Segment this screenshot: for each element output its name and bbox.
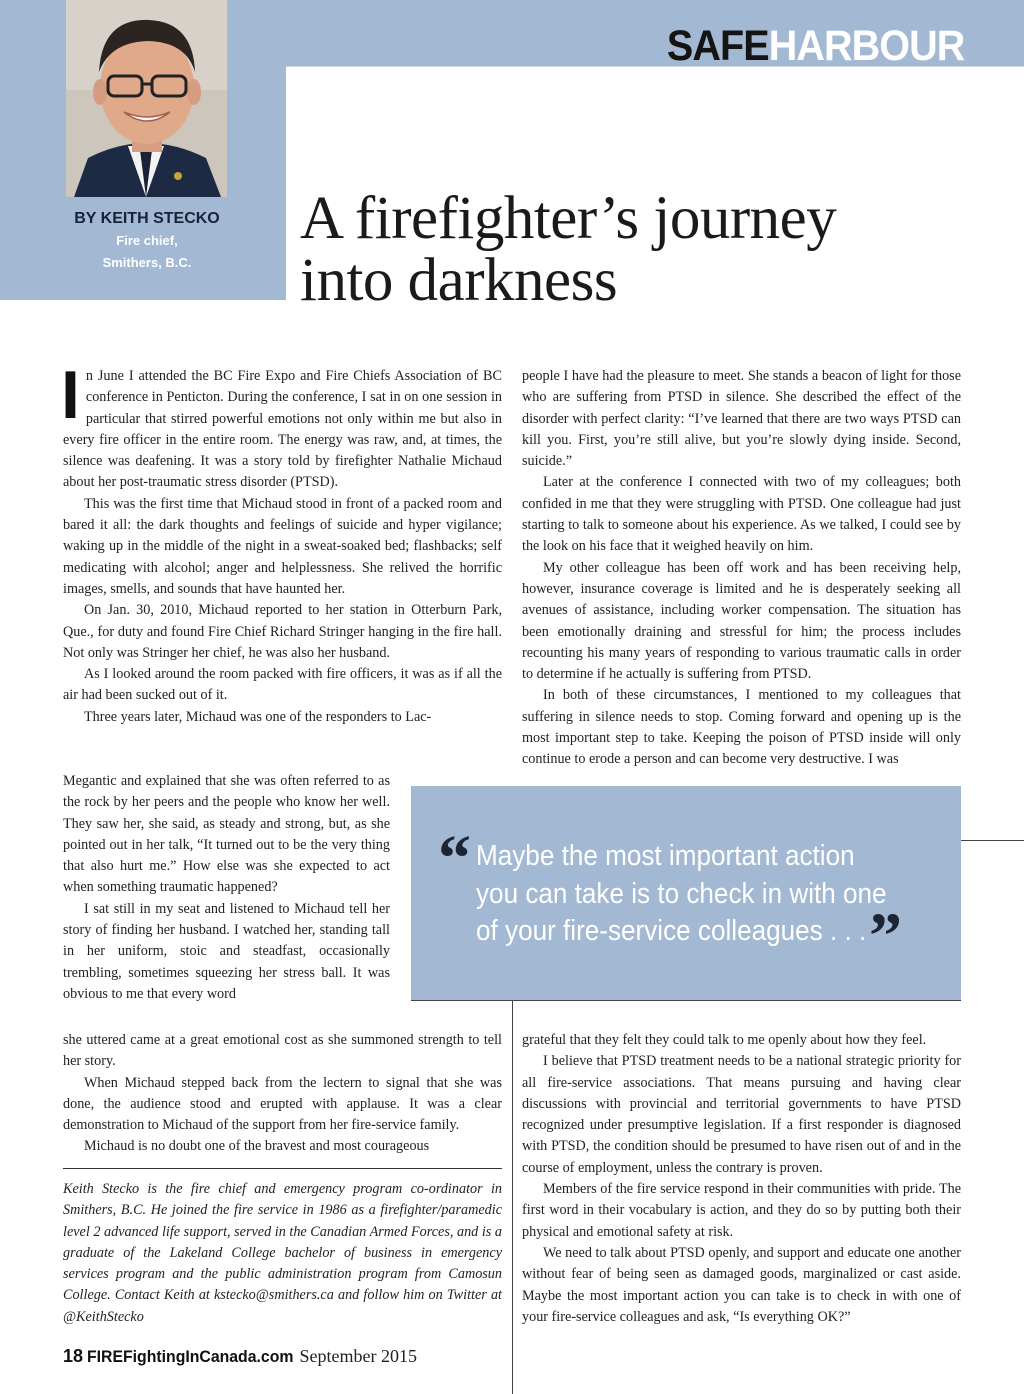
author-photo	[66, 0, 227, 197]
headline	[300, 185, 980, 314]
paragraph: I sat still in my seat and listened to Michaud tell her story of finding her husband. I watched her, standing tall in her uniform, stoic and steadfast, occasionally trembling, sometimes squeezing her stress ball. It was obvious to me that every word	[63, 900, 390, 1002]
author-location: Smithers, B.C.	[102, 255, 192, 270]
issue-date: September 2015	[299, 1346, 417, 1366]
author-bio: Keith Stecko is the fire chief and emergency program co-ordinator in Smithers, B.C. He joined the fire service in 1986 as a firefighter/paramedic level 2 advanced life support, served in the Canadian Armed Forces, and is a graduate of the Lakeland College bachelor of business in emergency services program and the public administration program from Camosun College. Contact Keith at kstecko@smithers.ca and follow him on Twitter at @KeithStecko	[63, 1181, 502, 1325]
article-column-1-middle	[63, 771, 390, 1005]
paragraph: n June I attended the BC Fire Expo and Fire Chiefs Association of BC conference in Penticton. During the conference, I sat in on one session in particular that stirred powerful emotions not only within me but also in every fire officer in the entire room. The energy was raw, and, at times, the silence was deafening. It was a story told by firefighter Nathalie Michaud about her post-traumatic stress disorder (PTSD).	[63, 368, 502, 491]
drop-cap: I	[61, 357, 80, 433]
paragraph: We need to talk about PTSD openly, and support and educate one another without fear of being seen as damaged goods, marginalized or cast aside. Maybe the most important action you can take is to check in with one of your fire-service colleagues and ask, “Is everything OK?”	[522, 1244, 961, 1325]
paragraph: Members of the fire service respond in their communities with pride. The first word in their vocabulary is action, and they do so by putting both their physical and emotional safety at risk.	[522, 1181, 961, 1240]
paragraph: As I looked around the room packed with fire officers, it was as if all the air had been sucked out of it.	[63, 666, 502, 704]
pullquote-rule	[961, 840, 1024, 841]
paragraph: Later at the conference I connected with two of my colleagues; both confided in me that they were struggling with PTSD. One colleague had just starting to talk to someone about his experience. As we talked, I could see by the look on his face that it weighed heavily on him.	[522, 474, 961, 555]
paragraph: I believe that PTSD treatment needs to be a national strategic priority for all fire-service associations. That means pursuing and having clear discussions with provincial and territorial governments to have PTSD recognized under presumptive legislation. If a first responder is diagnosed with PTSD, the condition should be presumed to have risen out of and in the course of employment, unless the contrary is proven.	[522, 1053, 961, 1176]
page-footer	[63, 1344, 417, 1369]
close-quote-icon: ”	[869, 900, 902, 973]
headline-line-1: A firefighter’s journey	[300, 185, 837, 252]
article-column-2-top	[522, 366, 961, 771]
paragraph: Michaud is no doubt one of the bravest and most courageous	[84, 1138, 430, 1155]
paragraph: My other colleague has been off work and has been receiving help, however, insurance coverage is limited and he is desperately seeking all avenues of assistance, including worker compensation. The situation has been emotionally draining and stressful for him; the process includes recounting his many years of responding to various traumatic calls in order to determine if he actually is suffering from PTSD.	[522, 559, 961, 683]
article-column-1-top	[61, 357, 502, 728]
author-role: Fire chief,	[116, 233, 178, 248]
paragraph: On Jan. 30, 2010, Michaud reported to her station in Otterburn Park, Que., for duty and found Fire Chief Richard Stringer hanging in the fire hall. Not only was Stringer her chief, he was also her husband.	[63, 602, 502, 661]
open-quote-icon: “	[438, 822, 471, 895]
section-title-light: HARBOUR	[768, 22, 964, 70]
paragraph: Megantic and explained that she was often referred to as the rock by her peers and the people who know her well. They saw her, she said, as steady and strong, but, as she pointed out in her talk, “It turned out to be the very thing that also hurt me.” How else was she expected to act when something traumatic happened?	[63, 773, 390, 896]
paragraph: When Michaud stepped back from the lectern to signal that she was done, the audience stood and erupted with applause. It was a clear demonstration to Michaud of the support from her fire-service family.	[63, 1074, 502, 1134]
paragraph: In both of these circumstances, I mentioned to my colleagues that suffering in silence needs to stop. Coming forward and opening up is the most important step to take. Keeping the poison of PTSD inside will only continue to erode a person and can become very destructive. I was	[522, 687, 961, 768]
paragraph: people I have had the pleasure to meet. She stands a beacon of light for those who are suffering from PTSD in silence. She described the effect of the disorder with perfect clarity: “I’ve learned that there are two ways PTSD can kill you. First, you’re still alive, but you’re slowly dying inside. Second, suicide.”	[522, 368, 961, 470]
section-title	[666, 22, 964, 70]
pullquote-text: Maybe the most important action you can take is to check in with one of your fire-service colleagues . . .	[476, 840, 887, 947]
pullquote-rule	[411, 1000, 961, 1001]
section-title-bold: SAFE	[666, 22, 769, 70]
article-column-1-bottom	[63, 1030, 502, 1158]
author-name: BY KEITH STECKO	[74, 210, 220, 227]
column-divider	[512, 1000, 513, 1394]
article-column-2-bottom	[522, 1030, 961, 1328]
byline	[62, 208, 232, 274]
bio-divider	[63, 1168, 502, 1169]
paragraph: she uttered came at a great emotional cost as she summoned strength to tell her story.	[63, 1032, 502, 1070]
page-number: 18	[63, 1346, 84, 1366]
paragraph: This was the first time that Michaud stood in front of a packed room and bared it all: the dark thoughts and feelings of suicide and hyper vigilance; waking up in the middle of the night in a sweat-soaked bed; flashbacks; self medicating with alcohol; anger and helplessness. She relived the horrific images, smells, and sounds that have haunted her.	[63, 495, 502, 597]
headline-line-2: into darkness	[300, 247, 618, 314]
paragraph: grateful that they felt they could talk to me openly about how they feel.	[522, 1032, 927, 1048]
paragraph: Three years later, Michaud was one of the responders to Lac-	[84, 708, 432, 725]
magazine-site: FIREFightingInCanada.com	[87, 1347, 294, 1366]
